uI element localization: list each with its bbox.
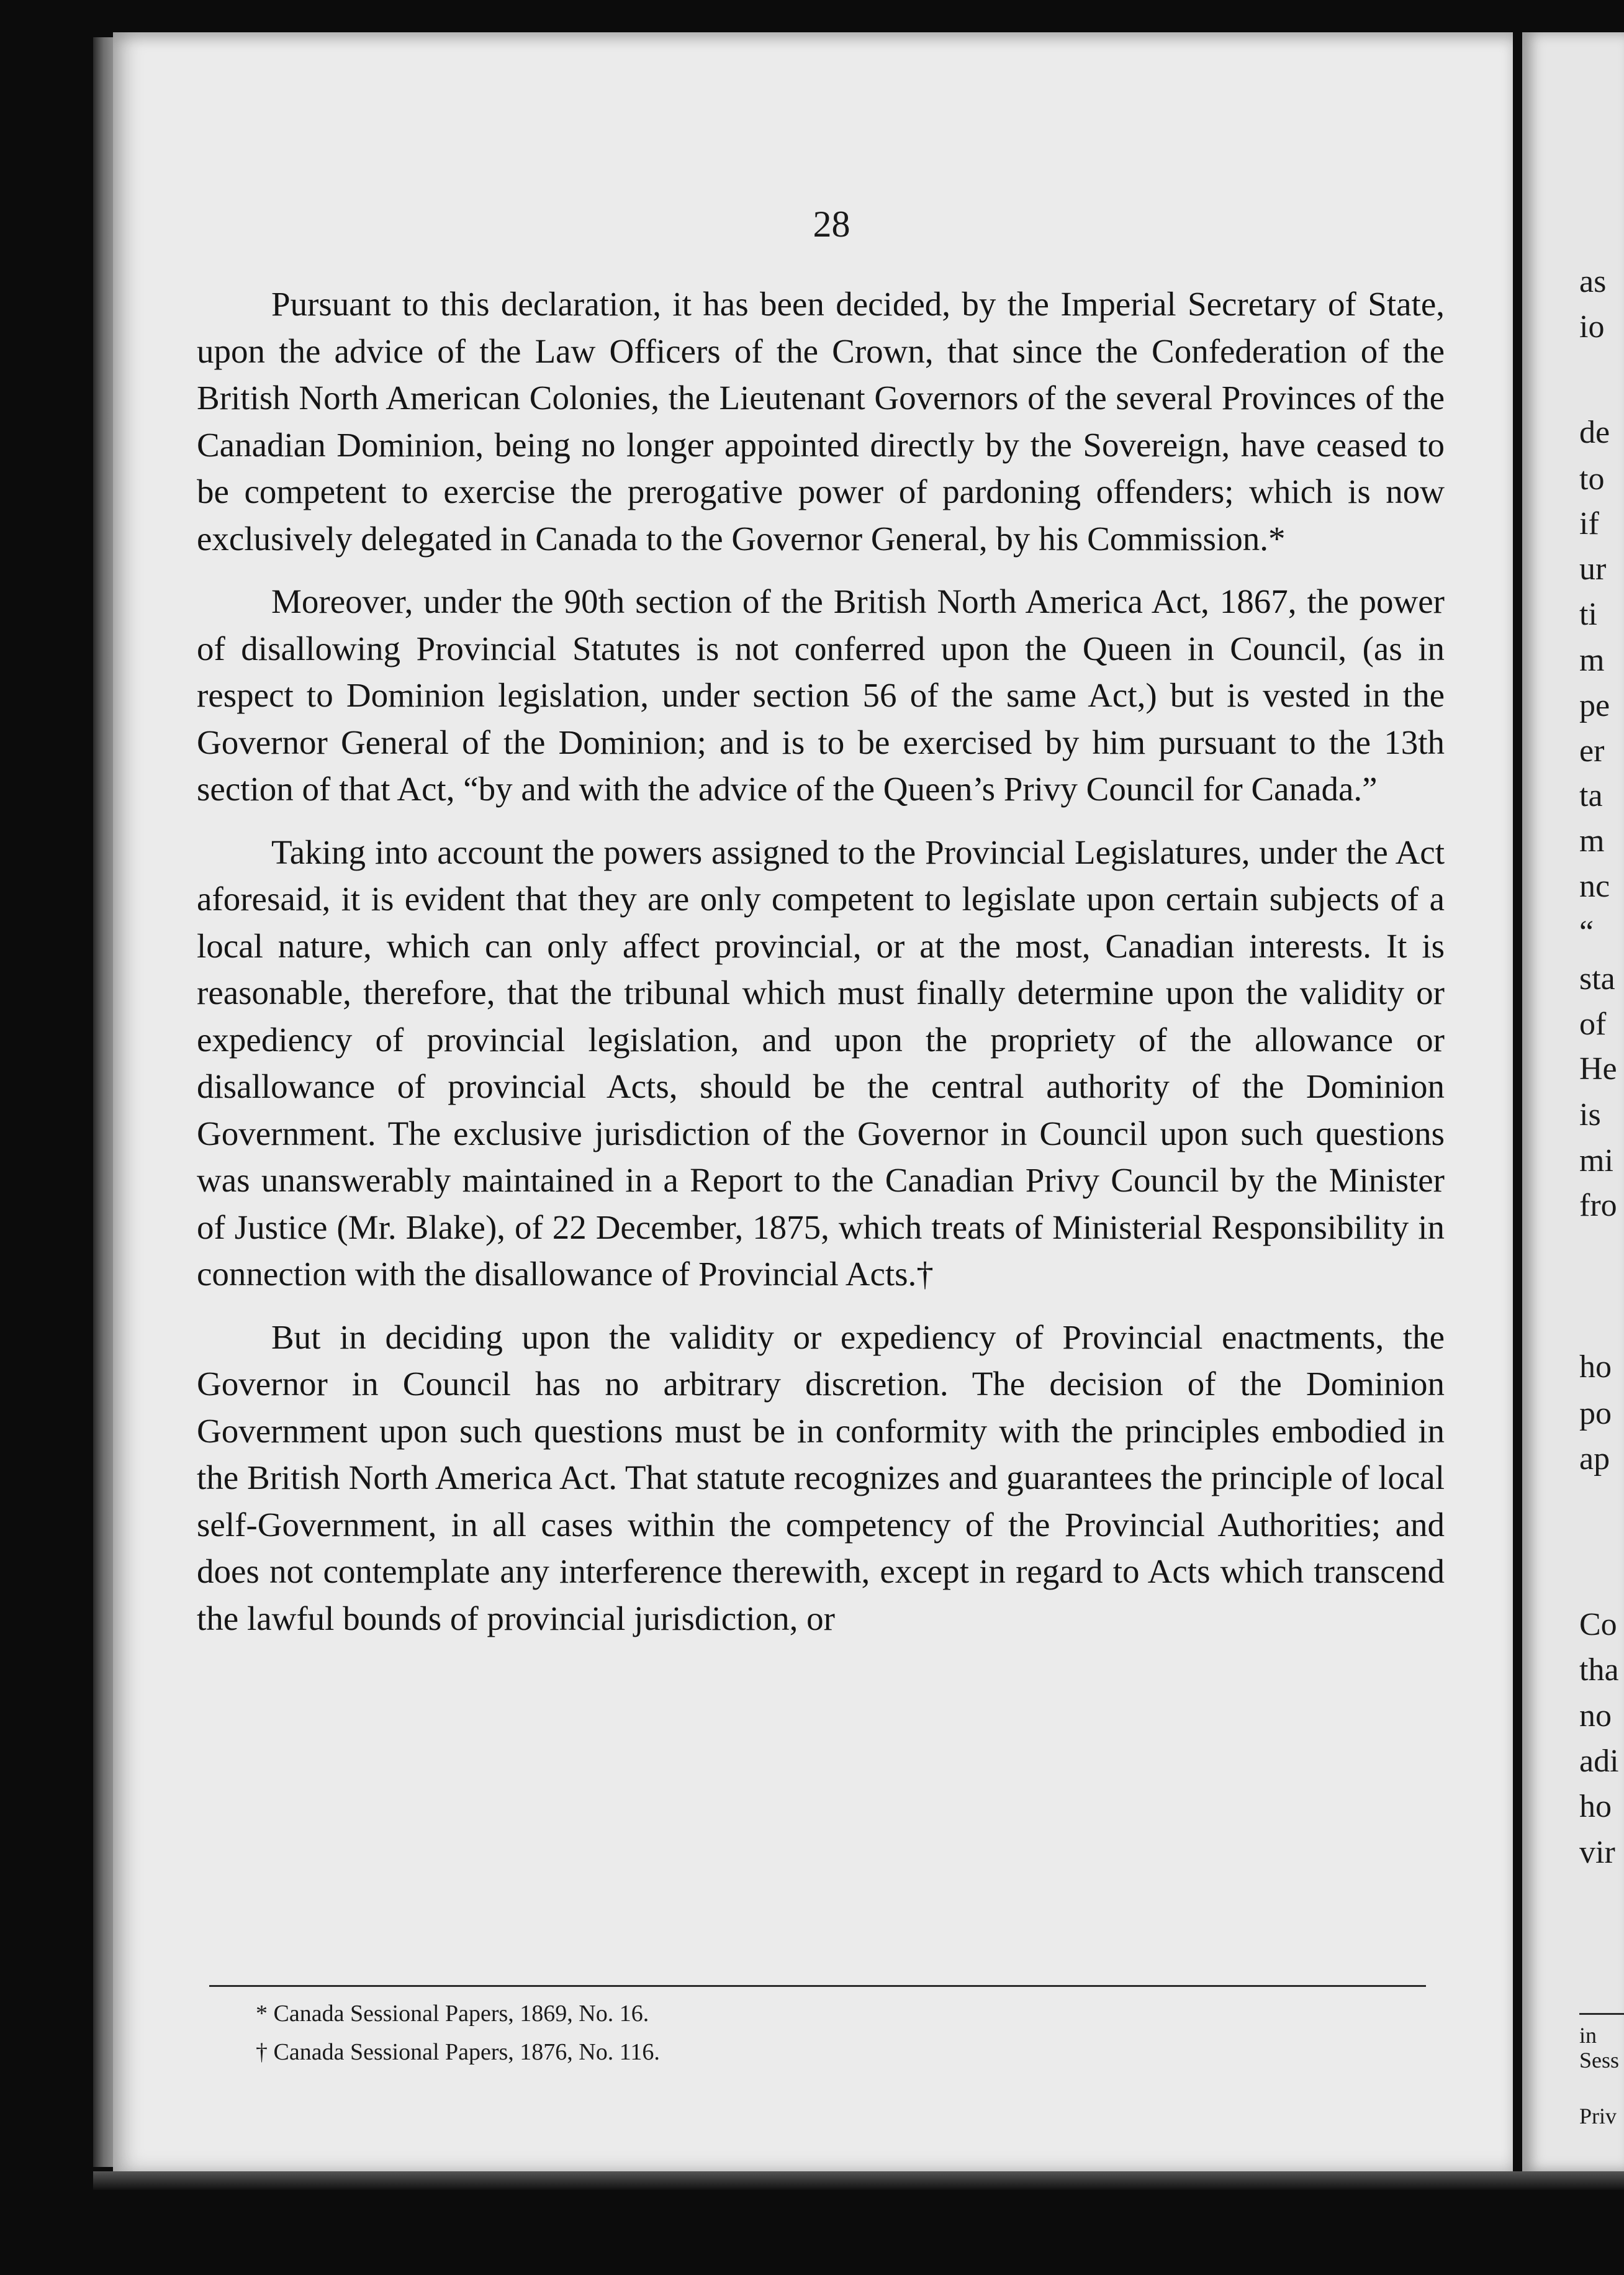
facing-note: Priv	[1579, 2104, 1617, 2128]
book-page	[113, 32, 1513, 2171]
facing-footnote-divider	[1579, 2013, 1624, 2015]
facing-fragment: as	[1579, 264, 1607, 299]
facing-fragment: ur	[1579, 551, 1607, 587]
paragraph-2: Moreover, under the 90th section of the British North America Act, 1867, the power of disallowing Provincial Statutes is not conferred upon the Queen in Council, (as in respect to Dominion legislation, under section 56 of the same Act,) but is vested in the Governor General of the Dominion; and is to be exercised by him pursuant to the 13th section of that Act, “by and with the advice of the Queen’s Privy Council for Canada.”	[197, 582, 1445, 808]
facing-fragment: sta	[1579, 961, 1615, 997]
facing-fragment: er	[1579, 733, 1605, 769]
footnote-2: † Canada Sessional Papers, 1876, No. 116.	[256, 2039, 660, 2065]
facing-fragment: “	[1579, 915, 1594, 950]
facing-fragment: io	[1579, 309, 1605, 345]
facing-fragment: m	[1579, 823, 1605, 859]
page-number: 28	[813, 204, 850, 245]
paragraph-1: Pursuant to this declaration, it has been decided, by the Imperial Secretary of State, upon the advice of the Law Officers of the Crown, that since the Confederation of the British North American Colonies, the Lieutenant Governors of the several Provinces of the Canadian Dominion, being no longer appointed directly by the Sovereign, have ceased to be competent to exercise the prerogative power of pardoning offenders; which is now exclusively delegated in Canada to the Governor General, by his Commission.*	[197, 285, 1445, 558]
facing-fragment: vir	[1579, 1835, 1615, 1870]
facing-fragment: of	[1579, 1006, 1607, 1042]
facing-fragment: nc	[1579, 869, 1610, 904]
body-text	[197, 281, 1445, 1658]
facing-fragment: ap	[1579, 1441, 1610, 1477]
scan-edge	[93, 2171, 1624, 2190]
facing-fragment: He	[1579, 1051, 1617, 1087]
footnote-1: * Canada Sessional Papers, 1869, No. 16.	[256, 2001, 649, 2027]
footnotes	[231, 1994, 1410, 2071]
facing-fragment: fro	[1579, 1188, 1617, 1223]
facing-fragment: ho	[1579, 1789, 1612, 1824]
facing-page	[1522, 32, 1624, 2171]
facing-note: Sess	[1579, 2048, 1620, 2073]
facing-fragment: ho	[1579, 1349, 1612, 1385]
facing-fragment: de	[1579, 415, 1610, 450]
facing-fragment: no	[1579, 1698, 1612, 1734]
facing-fragment: ta	[1579, 778, 1603, 813]
facing-fragment: Co	[1579, 1607, 1617, 1642]
facing-fragment: tha	[1579, 1652, 1619, 1688]
paragraph-4: But in deciding upon the validity or expediency of Provincial enactments, the Governor in Council has no arbitrary discretion. The decision of the Dominion Government upon such questions must be in conformity with the principles embodied in the British North America Act. That statute recognizes and guarantees the principle of local self-Government, in all cases within the competency of the Provincial Authorities; and does not contemplate any interference therewith, except in regard to Acts which transcend the lawful bounds of provincial jurisdiction, or	[197, 1318, 1445, 1637]
facing-fragment: is	[1579, 1097, 1601, 1133]
facing-fragment: to	[1579, 461, 1605, 497]
paragraph-3: Taking into account the powers assigned to the Provincial Legislatures, under the Act aforesaid, it is evident that they are only competent to legislate upon certain subjects of a local nature, which can only affect provincial, or at the most, Canadian interests. It is reasonable, therefore, that the tribunal which must finally determine upon the validity or expediency of provincial legislation, and upon the propriety of the allowance or disallowance of provincial Acts, should be the central authority of the Dominion Government. The exclusive jurisdiction of the Governor in Council upon such questions was unanswerably maintained in a Report to the Canadian Privy Council by the Minister of Justice (Mr. Blake), of 22 December, 1875, which treats of Ministerial Responsibility in connection with the disallowance of Provincial Acts.†	[197, 833, 1445, 1293]
facing-fragment: m	[1579, 643, 1605, 678]
facing-fragment: po	[1579, 1396, 1612, 1431]
facing-fragment: mi	[1579, 1143, 1613, 1178]
facing-fragment: ti	[1579, 597, 1597, 632]
footnote-divider	[209, 1985, 1426, 1987]
facing-note: in	[1579, 2023, 1597, 2048]
facing-fragment: if	[1579, 506, 1599, 541]
facing-fragment: adi	[1579, 1744, 1619, 1779]
facing-fragment: pe	[1579, 688, 1610, 723]
